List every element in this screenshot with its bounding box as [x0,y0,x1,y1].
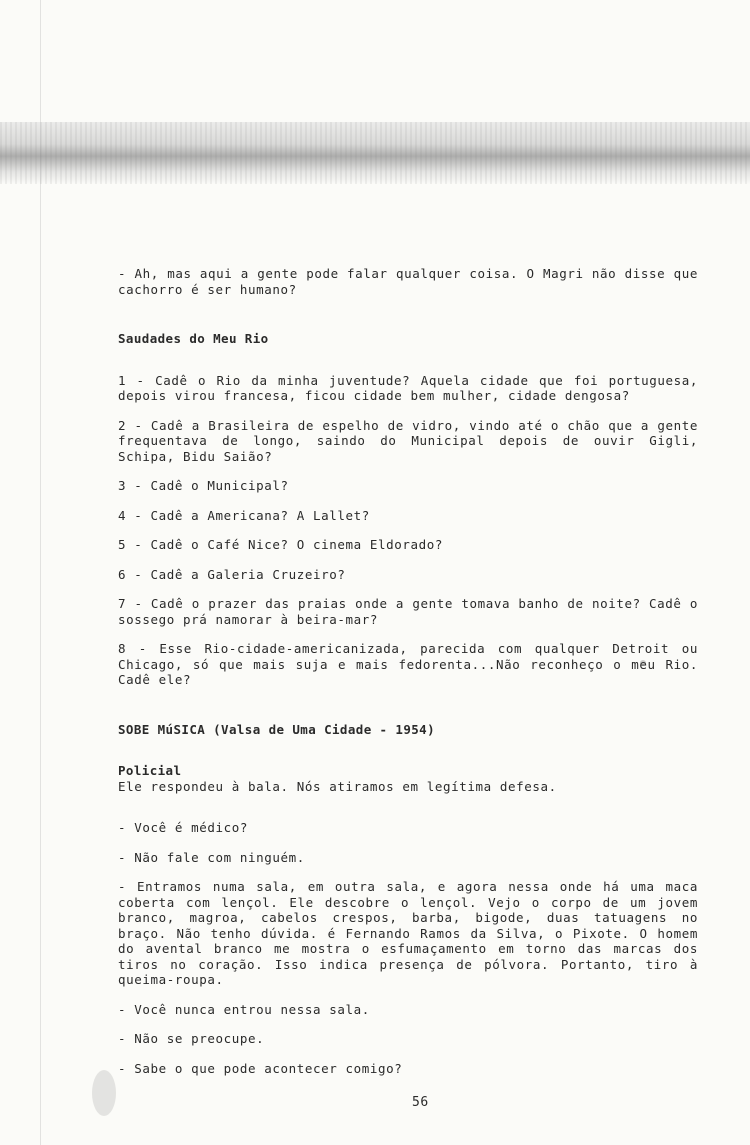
section-intro: Ele respondeu à bala. Nós atiramos em legítima defesa. [118,778,557,794]
dialogue-line: - Sabe o que pode acontecer comigo? [118,1060,403,1076]
list-item: 1 - Cadê o Rio da minha juventude? Aquela cidade que foi portuguesa, depois virou francesa, ficou cidade bem mulher, cidade dengosa? [118,372,698,403]
dialogue-line: - Não fale com ninguém. [118,849,305,865]
dialogue-line: - Você é médico? [118,820,249,835]
page-number: 56 [412,1095,429,1110]
scan-smudge [92,1070,116,1116]
list-item: 4 - Cadê a Americana? A Lallet? [118,507,370,523]
list-item: 2 - Cadê a Brasileira de espelho de vidro, vindo até o chão que a gente frequentava de longo, saindo do Municipal depois de ouvir Gigli, Schipa, Bidu Saião? [118,417,698,464]
dialogue-line: - Não se preocupe. [118,1031,265,1046]
dialogue-line: - Você nunca entrou nessa sala. [118,1001,370,1017]
section-title-saudades: Saudades do Meu Rio [118,331,269,346]
section-title-policial: Policial [118,763,182,778]
list-item: 5 - Cadê o Café Nice? O cinema Eldorado? [118,537,444,552]
list-item: 3 - Cadê o Municipal? [118,478,289,493]
list-item: 8 - Esse Rio-cidade-americanizada, parecida com qualquer Detroit ou Chicago, só que mais suja e mais fedorenta...Não reconheço o meu Rio. Cadê ele? [118,641,698,687]
intro-paragraph: - Ah, mas aqui a gente pode falar qualquer coisa. O Magri não disse que cachorro é ser humano? [118,266,698,297]
scan-smudge [640,660,646,666]
document-page [118,266,698,1076]
dialogue-line: - Entramos numa sala, em outra sala, e agora nessa onde há uma maca coberta com lençol. Ele descobre o lençol. Vejo o corpo de um jovem branco, magroa, cabelos crespos, barba, bigode, duas tatuagens no braço. Não tenho dúvida. é Fernando Ramos da Silva, o Pixote. O homem do avental branco me mostra o esfumaçamento em torno das marcas dos tiros no coração. Isso indica presença de pólvora. Portanto, tiro à queima-roupa. [118,879,698,987]
music-cue: SOBE MúSICA (Valsa de Uma Cidade - 1954) [118,721,436,737]
list-item: 6 - Cadê a Galeria Cruzeiro? [118,566,346,582]
list-item: 7 - Cadê o prazer das praias onde a gente tomava banho de noite? Cadê o sossego prá namorar à beira-mar? [118,596,698,627]
scan-artifact-band [0,122,750,184]
